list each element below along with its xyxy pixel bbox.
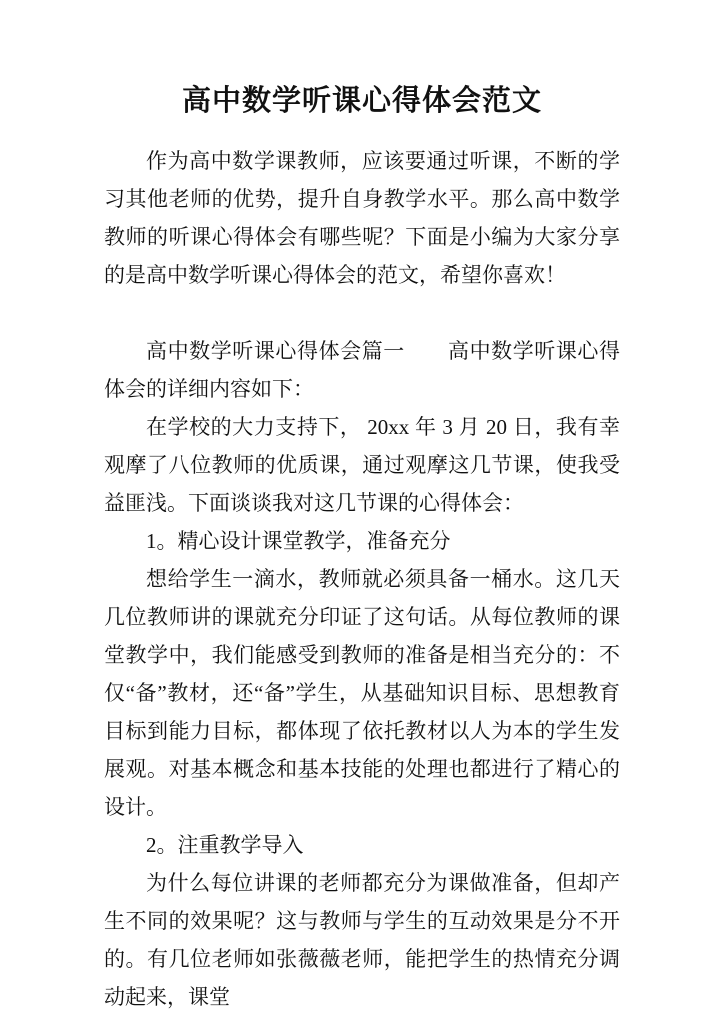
paragraph-observation-intro: 在学校的大力支持下， 20xx 年 3 月 20 日，我有幸观摩了八位教师的优质课，通过观摩这几节课，使我受益匪浅。下面谈谈我对这几节课的心得体会：: [104, 415, 620, 515]
paragraph-point-2-body: 为什么每位讲课的老师都充分为课做准备，但却产生不同的效果呢？这与教师与学生的互动效果是分不开的。有几位老师如张薇薇老师，能把学生的热情充分调动起来，课堂: [104, 871, 620, 1009]
paragraph-point-1-heading: 1。精心设计课堂教学，准备充分: [146, 529, 451, 553]
paragraph-intro: 作为高中数学课教师，应该要通过听课，不断的学习其他老师的优势，提升自身教学水平。那么高中数学教师的听课心得体会有哪些呢？下面是小编为大家分享的是高中数学听课心得体会的范文，希望你喜欢！: [104, 149, 620, 287]
paragraph-section-one-heading: 高中数学听课心得体会篇一 高中数学听课心得体会的详细内容如下：: [104, 339, 620, 401]
document-content: [104, 80, 620, 1016]
paragraph-point-1-body: 想给学生一滴水，教师就必须具备一桶水。这几天几位教师讲的课就充分印证了这句话。从每位教师的课堂教学中，我们能感受到教师的准备是相当充分的：不仅“备”教材，还“备”学生，从基础知识目标、思想教育目标到能力目标，都体现了依托教材以人为本的学生发展观。对基本概念和基本技能的处理也都进行了精心的设计。: [104, 567, 620, 819]
document-title: 高中数学听课心得体会范文: [181, 85, 542, 117]
paragraph-point-2-heading: 2。注重教学导入: [146, 833, 304, 857]
